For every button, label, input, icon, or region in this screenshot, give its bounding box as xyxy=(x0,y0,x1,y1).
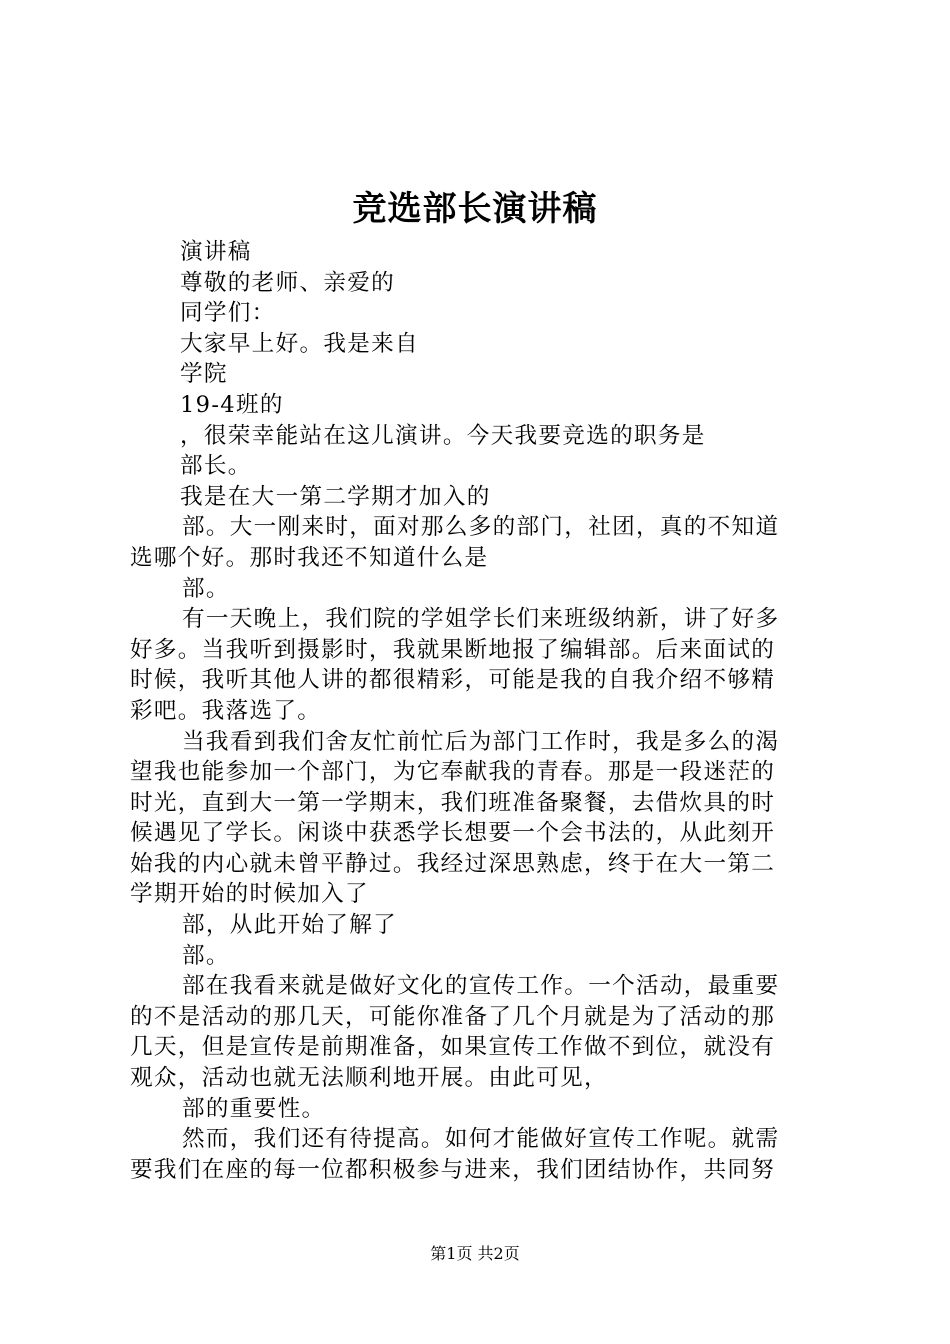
text-line: 大家早上好。我是来自 xyxy=(180,330,419,357)
text-line: 然而，我们还有待提高。如何才能做好宣传工作呢。就需 xyxy=(182,1126,780,1153)
text-line: 好多。当我听到摄影时，我就果断地报了编辑部。后来面试的 xyxy=(130,636,776,663)
text-line: 部，从此开始了解了 xyxy=(182,912,398,939)
text-line: 选哪个好。那时我还不知道什么是 xyxy=(130,544,489,571)
text-line: 19-4班的 xyxy=(180,391,284,418)
text-line: 有一天晚上，我们院的学姐学长们来班级纳新，讲了好多 xyxy=(182,606,780,633)
text-line: 部长。 xyxy=(180,453,252,480)
text-line: 始我的内心就未曾平静过。我经过深思熟虑，终于在大一第二 xyxy=(130,850,776,877)
text-line: 彩吧。我落选了。 xyxy=(130,697,322,724)
text-line: 时候，我听其他人讲的都很精彩，可能是我的自我介绍不够精 xyxy=(130,667,776,694)
text-line: 部。 xyxy=(182,575,230,602)
text-line: 同学们： xyxy=(180,300,276,327)
text-line: 望我也能参加一个部门，为它奉献我的青春。那是一段迷茫的 xyxy=(130,759,776,786)
text-line: 部。 xyxy=(182,942,230,969)
document-body xyxy=(130,237,830,1185)
text-line: 部在我看来就是做好文化的宣传工作。一个活动，最重要 xyxy=(182,973,780,1000)
document-title: 竞选部长演讲稿 xyxy=(352,189,598,229)
text-line: 几天，但是宣传是前期准备，如果宣传工作做不到位，就没有 xyxy=(130,1034,776,1061)
text-line: 学期开始的时候加入了 xyxy=(130,881,369,908)
text-line: 观众，活动也就无法顺利地开展。由此可见， xyxy=(130,1065,608,1092)
text-line: 学院 xyxy=(180,361,228,388)
text-line: 要我们在座的每一位都积极参与进来，我们团结协作，共同努 xyxy=(130,1156,776,1183)
text-line: 时光，直到大一第一学期末，我们班准备聚餐，去借炊具的时 xyxy=(130,789,776,816)
text-line: 部的重要性。 xyxy=(182,1095,326,1122)
page-number-footer: 第1页 共2页 xyxy=(430,1244,520,1263)
text-line: 的不是活动的那几天，可能你准备了几个月就是为了活动的那 xyxy=(130,1003,776,1030)
text-line: ，很荣幸能站在这儿演讲。今天我要竞选的职务是 xyxy=(180,422,706,449)
text-line: 部。大一刚来时，面对那么多的部门，社团，真的不知道 xyxy=(182,514,780,541)
text-line: 尊敬的老师、亲爱的 xyxy=(180,269,396,296)
text-line: 演讲稿 xyxy=(180,239,252,265)
text-line: 我是在大一第二学期才加入的 xyxy=(180,483,491,510)
text-line: 候遇见了学长。闲谈中获悉学长想要一个会书法的，从此刻开 xyxy=(130,820,776,847)
text-line: 当我看到我们舍友忙前忙后为部门工作时，我是多么的渴 xyxy=(182,728,780,755)
